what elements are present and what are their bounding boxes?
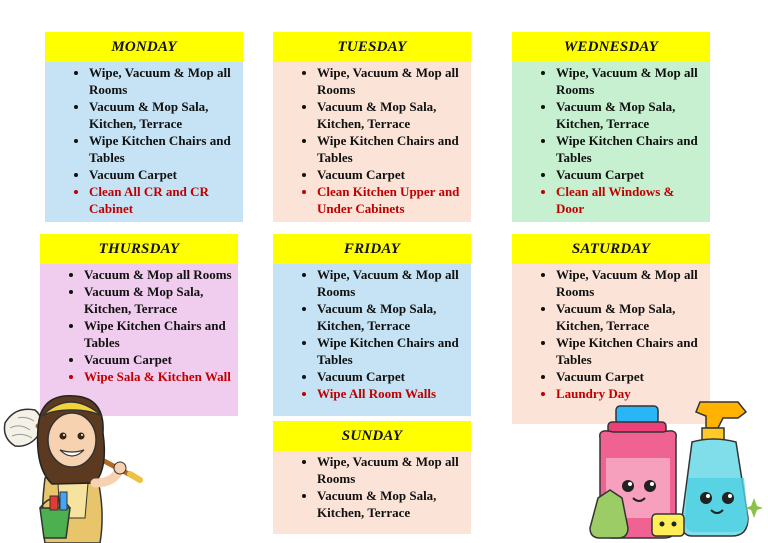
task-list (279, 266, 465, 402)
task-list-container (40, 264, 238, 389)
day-card-monday (45, 32, 243, 222)
task-list-container (273, 264, 471, 406)
task-list (518, 266, 704, 402)
task-item: • Wipe, Vacuum & Mop all Rooms (556, 64, 704, 98)
task-item: • Wipe Kitchen Chairs and Tables (89, 132, 237, 166)
task-list-container (45, 62, 243, 221)
highlighted-task-item: • Wipe All Room Walls (317, 385, 465, 402)
task-item: • Wipe, Vacuum & Mop all Rooms (556, 266, 704, 300)
day-card-wednesday (512, 32, 710, 222)
task-list (279, 453, 465, 521)
day-header: TUESDAY (273, 32, 471, 62)
task-list (518, 64, 704, 217)
task-item: • Wipe Kitchen Chairs and Tables (556, 132, 704, 166)
task-item: • Vacuum & Mop Sala, Kitchen, Terrace (556, 300, 704, 334)
spray-bottle (682, 402, 748, 536)
highlighted-task-item: • Wipe Sala & Kitchen Wall (84, 368, 232, 385)
task-list (51, 64, 237, 217)
task-item: • Vacuum Carpet (89, 166, 237, 183)
yellow-soap (652, 514, 684, 536)
day-card-tuesday (273, 32, 471, 222)
day-card-saturday (512, 234, 710, 424)
highlighted-task-item: • Laundry Day (556, 385, 704, 402)
task-list-container (273, 451, 471, 525)
task-item: • Vacuum & Mop all Rooms (84, 266, 232, 283)
cleaning-bottles-illustration (588, 398, 763, 543)
cleaning-lady-illustration (0, 388, 145, 543)
highlighted-task-item: • Clean All CR and CR Cabinet (89, 183, 237, 217)
task-item: • Wipe, Vacuum & Mop all Rooms (317, 64, 465, 98)
day-header: THURSDAY (40, 234, 238, 264)
task-item: • Wipe, Vacuum & Mop all Rooms (317, 266, 465, 300)
task-item: • Vacuum Carpet (317, 368, 465, 385)
day-header: MONDAY (45, 32, 243, 62)
task-item: • Vacuum & Mop Sala, Kitchen, Terrace (89, 98, 237, 132)
task-list (279, 64, 465, 217)
task-item: • Wipe Kitchen Chairs and Tables (317, 334, 465, 368)
day-header: WEDNESDAY (512, 32, 710, 62)
day-card-friday (273, 234, 471, 416)
day-header: SATURDAY (512, 234, 710, 264)
task-item: • Vacuum Carpet (556, 368, 704, 385)
task-item: • Vacuum & Mop Sala, Kitchen, Terrace (317, 487, 465, 521)
task-item: • Vacuum & Mop Sala, Kitchen, Terrace (317, 300, 465, 334)
task-item: • Vacuum Carpet (556, 166, 704, 183)
task-item: • Wipe Kitchen Chairs and Tables (317, 132, 465, 166)
task-item: • Wipe Kitchen Chairs and Tables (84, 317, 232, 351)
highlighted-task-item: • Clean all Windows & Door (556, 183, 704, 217)
task-item: • Vacuum & Mop Sala, Kitchen, Terrace (556, 98, 704, 132)
day-header: FRIDAY (273, 234, 471, 264)
day-header: SUNDAY (273, 421, 471, 451)
task-list-container (512, 264, 710, 406)
task-item: • Wipe, Vacuum & Mop all Rooms (317, 453, 465, 487)
mop-head (4, 409, 41, 446)
task-item: • Wipe, Vacuum & Mop all Rooms (89, 64, 237, 98)
task-item: • Vacuum Carpet (317, 166, 465, 183)
task-list (46, 266, 232, 385)
task-item: • Vacuum Carpet (84, 351, 232, 368)
task-item: • Vacuum & Mop Sala, Kitchen, Terrace (317, 98, 465, 132)
task-list-container (512, 62, 710, 221)
task-item: • Wipe Kitchen Chairs and Tables (556, 334, 704, 368)
task-list-container (273, 62, 471, 221)
task-item: • Vacuum & Mop Sala, Kitchen, Terrace (84, 283, 232, 317)
day-card-sunday (273, 421, 471, 534)
highlighted-task-item: • Clean Kitchen Upper and Under Cabinets (317, 183, 465, 217)
